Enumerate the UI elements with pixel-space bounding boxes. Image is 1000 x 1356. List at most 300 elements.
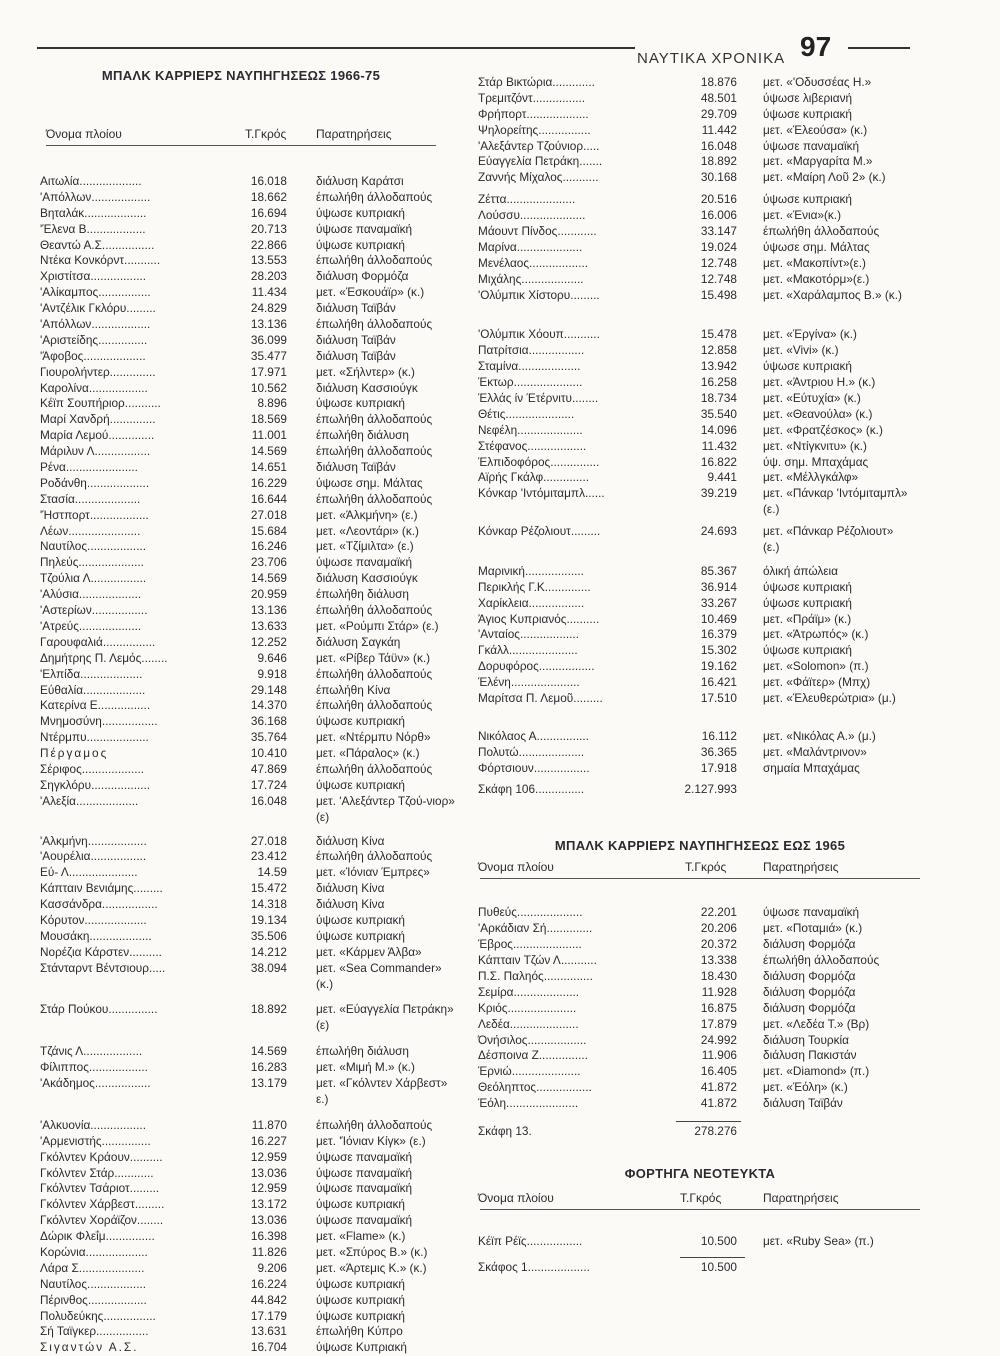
ship-name: Σιγαντών Α.Σ. xyxy=(40,1340,139,1355)
ship-name: Ναυτίλος.................. xyxy=(40,539,147,554)
remarks: διάλυση Κίνα xyxy=(316,881,385,896)
table-row xyxy=(40,1340,436,1356)
gross-tonnage: 19.134 xyxy=(250,912,287,927)
table-row xyxy=(40,730,436,746)
ship-name: Κριός..................... xyxy=(478,1000,577,1015)
table-row xyxy=(40,1044,436,1060)
ship-name: Σέριφος................... xyxy=(40,761,145,776)
gross-tonnage: 8.896 xyxy=(257,396,287,411)
table-row xyxy=(40,960,442,993)
table-row xyxy=(40,912,436,929)
remarks: ύψωσε κυπριακή xyxy=(763,192,852,207)
table-row xyxy=(480,969,920,985)
gross-tonnage: 15.472 xyxy=(250,881,287,896)
remarks: έπωλήθη άλλοδαπούς xyxy=(316,317,433,332)
table-row xyxy=(40,348,436,365)
gross-tonnage: 16.694 xyxy=(250,205,287,220)
ship-name: Έλένη..................... xyxy=(478,675,580,690)
remarks: ύψωσε λιβεριανή xyxy=(763,90,853,105)
gross-tonnage: 16.018 xyxy=(250,174,287,188)
remarks: ύψωσε κυπριακή xyxy=(316,1197,405,1212)
ship-name: 'Έλενα Β.................. xyxy=(40,221,146,236)
table-row xyxy=(40,189,436,206)
table-row xyxy=(480,580,920,596)
gross-tonnage: 23.706 xyxy=(250,555,287,570)
ship-name: Γκόλντεν Τσάριοτ......... xyxy=(40,1181,160,1196)
remarks: μετ. «Ένια»(κ.) xyxy=(763,208,842,223)
remarks: μετ. «Γκόλντεν Χάρβεστ» ε.) xyxy=(316,1076,448,1106)
gross-tonnage: 16.112 xyxy=(701,728,737,743)
table-row xyxy=(480,643,920,659)
remarks: έπωλήθη διάλυση xyxy=(316,587,409,602)
gross-tonnage: 9.918 xyxy=(257,666,287,681)
gross-tonnage: 17.971 xyxy=(250,364,287,379)
remarks: μετ. «Μέλλγκάλφ» xyxy=(763,470,859,485)
ship-name: Εύαγγελία Πετράκη....... xyxy=(478,154,603,169)
gross-tonnage: 15.498 xyxy=(700,287,737,302)
remarks: μετ. «Vivi» (κ.) xyxy=(763,343,839,358)
remarks: διάλυση Ταϊβάν xyxy=(316,332,396,347)
gross-tonnage: 30.168 xyxy=(700,170,737,185)
gross-tonnage: 13.338 xyxy=(700,953,737,968)
gross-tonnage: 14.59 xyxy=(257,865,287,880)
table-row xyxy=(40,364,436,381)
table-row xyxy=(40,221,436,238)
table-row xyxy=(40,253,436,269)
gross-tonnage: 17.724 xyxy=(250,777,287,792)
ship-name: Γκόλντεν Στάρ............ xyxy=(40,1165,154,1180)
table-row xyxy=(40,1165,436,1182)
ship-name: Αϊρής Γκάλφ.............. xyxy=(478,470,590,485)
gross-tonnage: 24.992 xyxy=(700,1032,737,1047)
remarks: διάλυση Πακιστάν xyxy=(763,1048,857,1063)
ship-name: Έβρος..................... xyxy=(478,937,582,952)
right-column xyxy=(480,75,920,1278)
total-row-1966-75 xyxy=(480,782,920,800)
table-row xyxy=(40,603,436,619)
gross-tonnage: 12.858 xyxy=(700,343,737,358)
remarks: μετ. «Εύτυχία» (κ.) xyxy=(763,390,861,405)
remarks: μετ. 'Ίόνιαν Κίγκ» (ε.) xyxy=(316,1133,426,1148)
table-row xyxy=(40,428,436,444)
remarks: ύψωσε κυπριακή xyxy=(763,579,852,594)
table-row xyxy=(480,439,920,455)
table-row xyxy=(480,170,920,186)
remarks: ύψωσε παναμαϊκή xyxy=(316,1181,413,1196)
gross-tonnage: 15.302 xyxy=(700,643,737,658)
ship-name: Νικόλαος Α................ xyxy=(478,728,589,743)
remarks: διάλυση Τουρκία xyxy=(763,1032,849,1047)
gross-tonnage: 13.036 xyxy=(250,1213,287,1228)
ship-name: Άγιος Κυπριανός.......... xyxy=(478,611,600,626)
remarks: μετ. «Σήλντερ» (κ.) xyxy=(316,364,415,379)
total-row-new xyxy=(480,1260,920,1278)
table-row xyxy=(480,423,920,439)
table-1966-75-rows xyxy=(40,174,455,1356)
ship-name: Γιουρολήντερ.............. xyxy=(40,364,156,379)
table-row xyxy=(40,1197,436,1213)
remarks: έπωλήθη άλλοδαπούς xyxy=(763,224,880,239)
remarks: ύψωσε κυπριακή xyxy=(763,359,852,374)
table-row xyxy=(40,507,436,524)
table-row xyxy=(480,359,920,375)
ship-name: Γκόλντεν Χοράϊζον........ xyxy=(40,1213,164,1228)
table-row xyxy=(40,865,436,881)
remarks: μετ. «Sea Commander» (κ.) xyxy=(316,960,442,991)
table-row xyxy=(40,793,455,826)
remarks: ύψωσε σημ. Μάλτας xyxy=(763,239,870,254)
table-row xyxy=(480,524,920,556)
gross-tonnage: 18.430 xyxy=(700,969,737,984)
remarks: έπωλήθη Κύπρο xyxy=(316,1324,403,1339)
remarks: έπωλήθη άλλοδαπούς xyxy=(316,666,433,681)
table-row xyxy=(480,75,920,91)
remarks: ύψωσε παναμαϊκή xyxy=(316,1165,413,1180)
table-row xyxy=(40,205,436,222)
gross-tonnage: 11.434 xyxy=(251,285,287,300)
remarks: μετ. «Μακοτόρμ»(ε.) xyxy=(763,271,870,286)
remarks: έπωλήθη άλλοδαπούς xyxy=(763,953,880,968)
ship-name: Δορυφόρος................. xyxy=(478,659,595,674)
table-new-rows xyxy=(480,1234,920,1250)
ship-name: Ζαννής Μίχαλος........... xyxy=(478,170,599,185)
gross-tonnage: 28.203 xyxy=(250,269,287,284)
gross-tonnage: 11.001 xyxy=(251,428,287,443)
ship-name: Χριστίτσα................. xyxy=(40,269,147,284)
table-1965-title: ΜΠΑΛΚ ΚΑΡΡΙΕΡΣ ΝΑΥΠΗΓΗΣΕΩΣ ΕΩΣ 1965 xyxy=(554,838,846,854)
gross-tonnage: 15.684 xyxy=(250,523,287,538)
ship-name: Πολυτώ.................... xyxy=(478,744,585,759)
gross-tonnage: 11.906 xyxy=(701,1048,737,1063)
remarks: μετ. «Νικόλας Α.» (μ.) xyxy=(763,728,876,743)
table-row xyxy=(40,317,436,333)
remarks: έπωλήθη άλλοδαπούς xyxy=(316,253,433,268)
table-row xyxy=(40,1133,436,1150)
table-row xyxy=(480,407,920,423)
remarks: ύψ. σημ. Μπαχάμας xyxy=(763,454,869,469)
header-rule-left xyxy=(37,47,635,49)
ship-name: Στάρ Βικτώρια............. xyxy=(478,75,595,89)
remarks: μετ. «Μαίρη Λοῦ 2» (κ.) xyxy=(763,170,886,185)
gross-tonnage: 22.201 xyxy=(700,905,737,920)
ship-name: Μαρία Λεμού.............. xyxy=(40,428,155,443)
gross-tonnage: 9.646 xyxy=(257,650,287,665)
gross-tonnage: 14.370 xyxy=(250,698,287,713)
gross-tonnage: 20.206 xyxy=(700,921,737,936)
ship-name: Αιτωλία................... xyxy=(40,174,142,188)
remarks: μετ. 'Αλεξάντερ Τζού-νιορ» (ε) xyxy=(316,793,455,824)
gross-tonnage: 17.879 xyxy=(700,1016,737,1031)
gross-tonnage: 19.024 xyxy=(700,239,737,254)
gross-tonnage: 27.018 xyxy=(250,833,287,848)
remarks: μετ. «Μακοπίντ»(ε.) xyxy=(763,255,866,270)
ship-name: Έλπιδοφόρος............... xyxy=(478,454,600,469)
ship-name: Σηγκλόρυ.................. xyxy=(40,777,151,792)
ship-name: Κασσάνδρα................. xyxy=(40,897,158,912)
header-rule xyxy=(480,1209,920,1210)
table-row xyxy=(40,682,436,699)
remarks: μετ. «Θεανούλα» (κ.) xyxy=(763,406,873,421)
ship-name: Φίλιππος.................. xyxy=(40,1060,148,1075)
table-row xyxy=(40,897,436,913)
table-row xyxy=(480,1048,920,1064)
gross-tonnage: 10.410 xyxy=(250,746,287,761)
gross-tonnage: 16.421 xyxy=(700,675,737,690)
remarks: ύψωσε κυπριακή xyxy=(316,205,405,220)
table-row xyxy=(40,618,439,635)
ship-name: Κατερίνα Ε................ xyxy=(40,698,151,713)
remarks: μετ. «Έσκουάϊρ» (κ.) xyxy=(316,285,425,300)
table-row xyxy=(40,1002,454,1034)
ship-name: Έόλη...................... xyxy=(478,1096,579,1111)
table-1966-75-header xyxy=(46,127,436,144)
ship-name: 'Ατρεύς................... xyxy=(40,618,142,633)
table-row xyxy=(40,587,436,603)
remarks: μετ. «Ruby Sea» (π.) xyxy=(763,1234,874,1249)
ship-name: Σεμίρα.................... xyxy=(478,984,580,999)
remarks: διάλυση Ταϊβάν xyxy=(316,301,396,316)
gross-tonnage: 13.179 xyxy=(250,1076,287,1091)
remarks: μετ. «Ντίγκνιτυ» (κ.) xyxy=(763,438,867,453)
remarks: μετ. «Φάϊτερ» (Μπχ) xyxy=(763,675,871,690)
table-row xyxy=(40,761,436,778)
remarks: μετ. «Άλκμήνη» (ε.) xyxy=(316,507,418,522)
table-row xyxy=(480,256,920,272)
table-row xyxy=(480,1080,920,1096)
table-row xyxy=(40,460,436,476)
table-new-title: ΦΟΡΤΗΓΑ ΝΕΟΤΕΥΚΤΑ xyxy=(624,1166,776,1182)
remarks: διάλυση Σαγκάη xyxy=(316,634,401,649)
gross-tonnage: 12.252 xyxy=(250,634,287,649)
ship-name: 'Αλίκαμπος................ xyxy=(40,285,151,300)
table-row xyxy=(40,285,436,301)
gross-tonnage: 48.501 xyxy=(700,90,737,105)
table-row xyxy=(480,288,920,320)
ship-name: Όνήσιλος.................. xyxy=(478,1032,587,1047)
remarks: μετ. «Diamond» (π.) xyxy=(763,1064,870,1079)
table-row xyxy=(480,192,920,208)
ship-name: Ζέττα..................... xyxy=(478,192,576,207)
ship-name: Μάουντ Πίνδος............ xyxy=(478,224,597,239)
ship-name: Περικλής Γ.Κ.............. xyxy=(478,579,591,594)
total-value: 2.127.993 xyxy=(684,782,737,797)
ship-name: Χαρίκλεια................. xyxy=(478,595,585,610)
ship-name: Μνημοσύνη................. xyxy=(40,714,158,729)
table-row xyxy=(480,343,920,359)
table-row xyxy=(40,1324,436,1340)
gross-tonnage: 18.734 xyxy=(700,390,737,405)
ship-name: 'Αριστείδης............... xyxy=(40,332,148,347)
remarks: μετ. «Πράϊμ» (κ.) xyxy=(763,611,852,626)
remarks: ύψωσε παναμαϊκή xyxy=(316,1213,413,1228)
remarks: ύψωσε κυπριακή xyxy=(316,912,405,927)
table-new-header xyxy=(480,1191,920,1208)
col-grt-header: Τ.Γκρός xyxy=(685,860,727,875)
remarks: ύψωσε κυπριακή xyxy=(316,777,405,792)
table-row xyxy=(40,698,436,714)
ship-name: Κάπταιν Βενιάμης......... xyxy=(40,881,163,896)
ship-name: Π.Σ. Παληός............... xyxy=(478,969,593,984)
remarks: μετ. «Solomon» (π.) xyxy=(763,659,869,674)
ship-name: Στέφανος.................. xyxy=(478,438,587,453)
remarks: έπωλήθη άλλοδαπούς xyxy=(316,603,433,618)
gross-tonnage: 16.398 xyxy=(250,1229,287,1244)
table-row xyxy=(480,240,920,256)
ship-name: Σταμίνα................... xyxy=(478,359,581,374)
ship-name: 'Αουρέλια................. xyxy=(40,849,147,864)
gross-tonnage: 13.136 xyxy=(250,603,287,618)
gross-tonnage: 10.469 xyxy=(700,611,737,626)
remarks: μετ. «Πάνκαρ Ρέζολιουτ» (ε.) xyxy=(763,524,894,554)
table-1965-header xyxy=(480,860,920,877)
table-row xyxy=(480,596,920,612)
ship-name: 'Αλεξία................... xyxy=(40,793,139,808)
ship-name: Κάπταιν Τζών Λ........... xyxy=(478,953,597,968)
ship-name: 'Ήστπορτ.................. xyxy=(40,507,149,522)
gross-tonnage: 16.227 xyxy=(250,1133,287,1148)
table-row xyxy=(40,714,436,730)
table-row xyxy=(480,675,920,691)
table-row xyxy=(480,224,920,240)
gross-tonnage: 16.875 xyxy=(700,1000,737,1015)
ship-name: Ντέρμπυ................... xyxy=(40,730,149,745)
ship-name: 'Ολύμπικ Χίστορυ......... xyxy=(478,287,600,302)
remarks: έπωλήθη άλλοδαπούς xyxy=(316,849,433,864)
gross-tonnage: 11.442 xyxy=(701,122,737,137)
table-row xyxy=(40,475,436,492)
ship-name: Λάρα Σ.................... xyxy=(40,1260,145,1275)
remarks: διάλυση Φορμόζα xyxy=(763,969,856,984)
gross-tonnage: 18.662 xyxy=(250,189,287,204)
remarks: ύψωσε παναμαϊκή xyxy=(763,905,860,920)
gross-tonnage: 12.959 xyxy=(250,1149,287,1164)
ship-name: Γαρουφαλιά................ xyxy=(40,634,156,649)
gross-tonnage: 10.562 xyxy=(250,380,287,395)
remarks: διάλυση Ταϊβάν xyxy=(316,460,396,475)
header-rule-right xyxy=(848,47,910,49)
table-row xyxy=(40,301,436,317)
table-1965-rows xyxy=(480,905,920,1112)
gross-tonnage: 35.506 xyxy=(250,928,287,943)
gross-tonnage: 16.405 xyxy=(700,1064,737,1079)
table-row xyxy=(40,555,436,571)
remarks: μετ. «Πάραλος» (κ.) xyxy=(316,746,420,761)
gross-tonnage: 47.869 xyxy=(250,761,287,776)
gross-tonnage: 17.510 xyxy=(700,691,737,705)
gross-tonnage: 10.500 xyxy=(700,1234,737,1249)
ship-name: Βηταλάκ................... xyxy=(40,205,147,220)
remarks: διάλυση Φορμόζα xyxy=(763,984,856,999)
gross-tonnage: 41.872 xyxy=(700,1080,737,1095)
remarks: ύψωσε παναμαϊκή xyxy=(316,221,413,236)
remarks: διάλυση Κίνα xyxy=(316,833,385,848)
gross-tonnage: 35.477 xyxy=(250,348,287,363)
gross-tonnage: 27.018 xyxy=(250,507,287,522)
ship-name: Δημήτρης Π. Λεμός........ xyxy=(40,650,168,665)
gross-tonnage: 14.212 xyxy=(250,944,287,959)
ship-name: Μαρί Χανδρή.............. xyxy=(40,412,156,427)
gross-tonnage: 35.764 xyxy=(250,730,287,745)
remarks: έπωλήθη άλλοδαπούς xyxy=(316,444,433,459)
ship-name: Φρήπορτ................... xyxy=(478,106,589,121)
ship-name: 'Άφοβος................... xyxy=(40,348,146,363)
gross-tonnage: 16.644 xyxy=(250,491,287,506)
ship-name: 'Αρκάδιαν Σή.............. xyxy=(478,921,593,936)
gross-tonnage: 38.094 xyxy=(250,960,287,975)
ship-name: 'Αλύσια................... xyxy=(40,587,142,602)
left-column xyxy=(40,68,455,1356)
remarks: ύψωσε κυπριακή xyxy=(763,643,852,658)
remarks: έπωλήθη διάλυση xyxy=(316,428,409,443)
table-1966-75-title: ΜΠΑΛΚ ΚΑΡΡΙΕΡΣ ΝΑΥΠΗΓΗΣΕΩΣ 1966-75 xyxy=(101,68,381,83)
gross-tonnage: 13.633 xyxy=(250,618,287,633)
gross-tonnage: 16.048 xyxy=(250,793,287,808)
ship-name: Σή Ταϊγκερ................ xyxy=(40,1324,149,1339)
gross-tonnage: 17.179 xyxy=(250,1308,287,1323)
gross-tonnage: 36.365 xyxy=(700,744,737,759)
remarks: μετ. «Έόλη» (κ.) xyxy=(763,1080,848,1095)
remarks: διάλυση Φορμόζα xyxy=(763,1000,856,1015)
total-label: Σκάφη 106............... xyxy=(478,782,585,797)
ship-name: Λούσσυ.................... xyxy=(478,208,586,223)
table-row xyxy=(40,1229,436,1245)
remarks: μετ. «Άτρωπός» (κ.) xyxy=(763,627,869,642)
table-row xyxy=(40,237,436,254)
gross-tonnage: 36.914 xyxy=(700,579,737,594)
table-row xyxy=(480,107,920,123)
gross-tonnage: 13.631 xyxy=(250,1324,287,1339)
remarks: μετ. «Ρούμπι Στάρ» (ε.) xyxy=(316,618,439,633)
ship-name: Μενέλαος.................. xyxy=(478,255,589,270)
page-number: 97 xyxy=(800,31,832,62)
remarks: μετ. «Φρατζέσκος» (κ.) xyxy=(763,422,883,437)
ship-name: Κορώνια................... xyxy=(40,1244,148,1259)
table-row xyxy=(40,380,436,397)
remarks: ύψωσε κυπριακή xyxy=(316,1308,405,1323)
col-grt-header: Τ.Γκρός xyxy=(245,127,287,141)
ship-name: Θέτις..................... xyxy=(478,406,575,421)
gross-tonnage: 16.822 xyxy=(700,454,737,469)
table-row xyxy=(480,627,920,643)
ship-name: 'Ανταίος.................. xyxy=(478,627,579,642)
continued-rows xyxy=(480,75,920,776)
ship-name: Μουσάκη................... xyxy=(40,928,152,943)
gross-tonnage: 20.713 xyxy=(250,221,287,236)
remarks: έπωλήθη άλλοδαπούς xyxy=(316,412,433,427)
table-row xyxy=(40,1244,436,1261)
table-row xyxy=(480,564,920,580)
ship-name: 'Ολύμπικ Χόουπ........... xyxy=(478,327,600,342)
table-row xyxy=(40,571,436,587)
ship-name: Ντέκα Κονκόρντ........... xyxy=(40,253,161,268)
ship-name: Δέσποινα Ζ............... xyxy=(478,1048,588,1063)
remarks: μετ. «Εύαγγελία Πετράκη» (ε) xyxy=(316,1002,454,1033)
table-row xyxy=(480,729,920,745)
table-row xyxy=(480,391,920,407)
remarks: ύψωσε Κυπριακή xyxy=(316,1340,407,1355)
remarks: σημαία Μπαχάμας xyxy=(763,760,860,775)
remarks: διάλυση Ταϊβάν xyxy=(316,348,396,363)
col-grt-header: Τ.Γκρός xyxy=(680,1191,722,1206)
ship-name: Νορέζια Κάρστεν.......... xyxy=(40,944,162,959)
ship-name: Έρνιώ..................... xyxy=(478,1064,581,1079)
table-row xyxy=(40,1181,436,1197)
table-row xyxy=(40,881,436,897)
remarks: ύψωσε σημ. Μάλτας xyxy=(316,475,423,490)
gross-tonnage: 44.842 xyxy=(250,1292,287,1307)
gross-tonnage: 16.224 xyxy=(250,1276,287,1291)
remarks: ύψωσε κυπριακή xyxy=(316,714,405,729)
